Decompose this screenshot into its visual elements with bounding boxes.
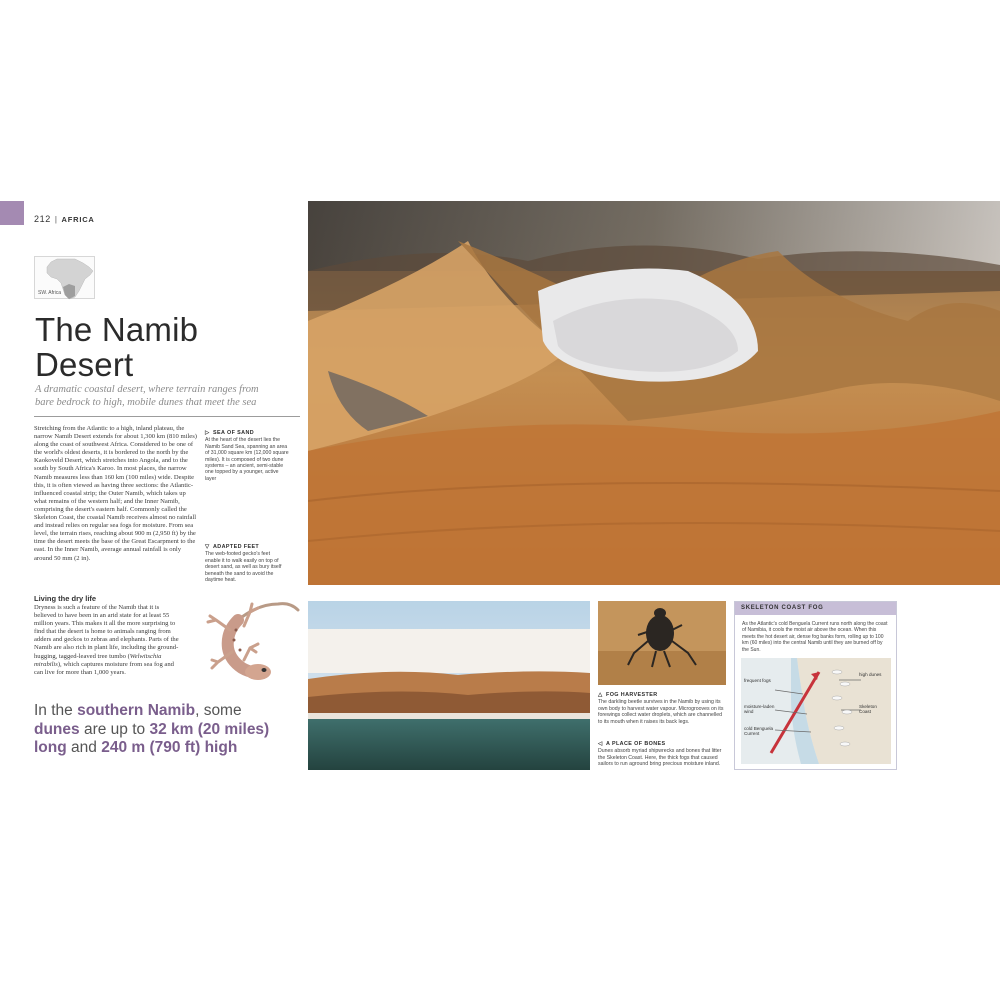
fog-box-heading: SKELETON COAST FOG bbox=[735, 602, 896, 615]
pull-quote bbox=[34, 702, 274, 758]
subsection-text-italic: Welwitschia mirabilis bbox=[34, 652, 162, 668]
standfirst: A dramatic coastal desert, where terrain ranges from bare bedrock to high, mobile dunes that meet the sea bbox=[35, 384, 259, 408]
fog-box-text: As the Atlantic's cold Benguela Current runs north along the coast of Namibia, it cools the moist air above the ocean. When this meets the hot desert air, dense fog banks form, rolling up to 100 km (60 miles) into the central Namib until they are burned off by the Sun. bbox=[742, 621, 888, 653]
caption-marker: ▷ bbox=[205, 430, 210, 436]
caption-heading: SEA OF SAND bbox=[213, 430, 255, 436]
caption-heading: FOG HARVESTER bbox=[606, 692, 658, 698]
folio bbox=[34, 214, 95, 224]
caption-marker: ▽ bbox=[205, 544, 210, 550]
label-cold-current: cold Benguela Current bbox=[744, 726, 774, 737]
caption-fog-harvester bbox=[598, 692, 726, 725]
section-name: AFRICA bbox=[61, 215, 95, 224]
body-paragraph: Stretching from the Atlantic to a high, inland plateau, the narrow Namib Desert extends for about 1,300 km (810 miles) along the coast of southwest Africa. Considered to be one of the world's oldest deserts, it is bordered to the north by the Kaokoveld Desert, which stretches into Angola, and to the south by South Africa's Karoo. In most places, the narrow Namib measures less than 160 km (100 miles) wide. Despite this, it is often viewed as having three sections: the Atlantic-influenced coastal strip; the Outer Namib, which takes up what remains of the western half; and the Inner Namib, comprising the desert's eastern half. Commonly called the Skeleton Coast, the coastal Namib receives almost no rainfall and instead relies on regular sea fogs for moisture. From sea level, the terrain rises, reaching about 900 m (2,950 ft) by the time the desert meets the base of the Great Escarpment to the east. In the Inner Namib, average annual rainfall is only around 50 mm (2 in). bbox=[34, 425, 197, 562]
caption-text: The web-footed gecko's feet enable it to walk easily on top of desert sand, as well as bury itself beneath the sand to avoid the daytime heat. bbox=[205, 551, 282, 584]
title-rule bbox=[34, 416, 300, 417]
locator-map bbox=[34, 256, 95, 299]
caption-heading: ADAPTED FEET bbox=[213, 544, 260, 550]
caption-heading: A PLACE OF BONES bbox=[606, 741, 666, 747]
caption-place-of-bones bbox=[598, 741, 726, 768]
pullquote-part-1: In the bbox=[34, 702, 78, 719]
label-frequent-fogs: frequent fogs bbox=[744, 678, 771, 683]
pullquote-highlight-4: 240 m (790 ft) high bbox=[101, 739, 238, 756]
folio-separator: | bbox=[54, 215, 58, 224]
sand-sea-photo bbox=[308, 201, 1000, 585]
caption-text: At the heart of the desert lies the Namib Sand Sea, spanning an area of 31,000 square km (12,000 square miles). It is composed of two dune systems – an ancient, semi-stable one topped by a younger, active layer bbox=[205, 437, 289, 482]
subsection-heading: Living the dry life bbox=[34, 594, 97, 603]
title-line-2: Desert bbox=[35, 346, 134, 383]
fog-diagram bbox=[741, 658, 891, 764]
pullquote-highlight-3: 32 km (20 miles) long bbox=[34, 720, 270, 756]
pullquote-part-4: and bbox=[66, 739, 102, 756]
pullquote-part-2: , some bbox=[195, 702, 242, 719]
gecko-image bbox=[178, 590, 300, 690]
label-moisture-wind: moisture-laden wind bbox=[744, 704, 775, 715]
caption-marker: ◁ bbox=[598, 741, 603, 747]
locator-label: SW. Africa bbox=[38, 290, 62, 296]
page-title bbox=[35, 312, 198, 382]
skeleton-coast-photo bbox=[308, 601, 590, 770]
label-high-dunes: high dunes bbox=[859, 672, 882, 677]
subsection-text-after: ), which captures moisture from sea fog and can live for more than 1,000 years. bbox=[34, 660, 174, 676]
title-line-1: The Namib bbox=[35, 311, 199, 348]
caption-text: The darkling beetle survives in the Namib by using its own body to harvest water vapour. Microgrooves on its forewings collect water droplets, which are channelled to its mouth when it raises its back legs. bbox=[598, 699, 724, 725]
page-number: 212 bbox=[34, 214, 51, 224]
skeleton-coast-fog-box bbox=[734, 601, 897, 770]
pullquote-highlight-2: dunes bbox=[34, 720, 80, 738]
pullquote-part-3: are up to bbox=[79, 720, 150, 738]
darkling-beetle-photo bbox=[598, 601, 726, 685]
pullquote-highlight-1: southern Namib bbox=[77, 702, 196, 719]
caption-text: Dunes absorb myriad shipwrecks and bones that litter the Skeleton Coast. Here, the thick fogs that caused sailors to run aground bring precious moisture inland. bbox=[598, 748, 722, 768]
subsection-text-before: Dryness is such a feature of the Namib that it is believed to have been in an arid state for at least 55 million years. This makes it all the more surprising to find that the desert is home to animals ranging from adders and geckos to zebras and elephants. Parts of the Namib are also rich in plant life, including the ground-hugging, tagged-leaved tree tumbo ( bbox=[34, 604, 179, 660]
section-color-tab bbox=[0, 201, 24, 225]
caption-marker: △ bbox=[598, 692, 603, 698]
subsection-paragraph bbox=[34, 604, 182, 677]
label-skeleton-coast: Skeleton Coast bbox=[859, 704, 877, 715]
caption-adapted-feet bbox=[205, 544, 287, 583]
caption-sea-of-sand bbox=[205, 430, 291, 482]
